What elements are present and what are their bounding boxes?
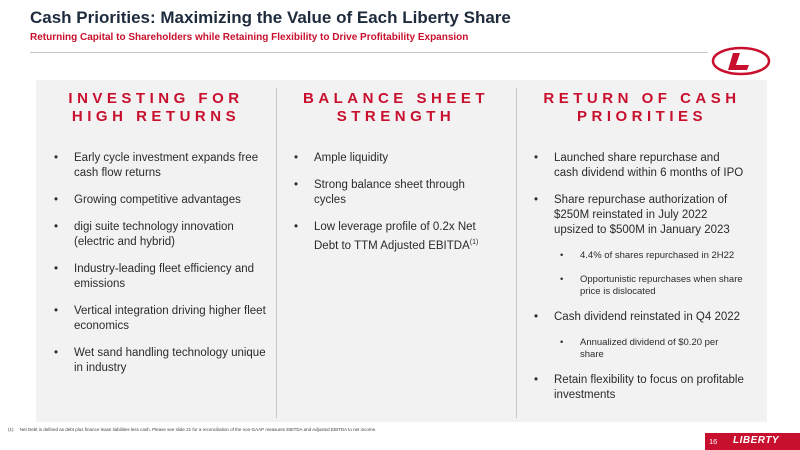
bullet-item: • Share repurchase authorization of $250M reinstated in July 2022 upsized to $500M in January 2023	[534, 193, 744, 238]
bullet-item: • Growing competitive advantages	[54, 193, 272, 208]
sub-bullet-item: • Annualized dividend of $0.20 per share	[534, 337, 744, 362]
bullet-list	[534, 151, 744, 403]
bullet-item: • Ample liquidity	[294, 151, 494, 166]
page-number: 16	[709, 437, 718, 446]
footnote-text: Net Debt is defined as debt plus finance lease liabilities less cash. Please see slide 21 for a reconciliation of the non-GAAP measures EBITDA and Adjusted EBITDA to net income.	[19, 427, 377, 432]
column-heading: BALANCE SHEET STRENGTH	[302, 90, 489, 125]
column-divider	[516, 88, 517, 418]
column-divider	[276, 88, 277, 418]
page-title: Cash Priorities: Maximizing the Value of Each Liberty Share	[30, 8, 511, 27]
column-balance-sheet	[280, 90, 512, 266]
bullet-list	[294, 151, 494, 254]
column-investing	[40, 90, 272, 388]
bullet-item: • Retain flexibility to focus on profitable investments	[534, 373, 744, 403]
page-subtitle: Returning Capital to Shareholders while Retaining Flexibility to Drive Profitability Expansion	[30, 32, 469, 43]
footnote-marker: (1)	[8, 427, 14, 432]
column-heading: INVESTING FOR HIGH RETURNS	[68, 90, 244, 125]
bullet-item: • Wet sand handling technology unique in industry	[54, 346, 272, 376]
bullet-item	[294, 220, 494, 254]
header-divider	[30, 52, 708, 53]
bullet-item: • Launched share repurchase and cash dividend within 6 months of IPO	[534, 151, 744, 181]
footnote-marker: (1)	[469, 239, 479, 246]
footer-bar	[705, 433, 800, 450]
bullet-item: • Early cycle investment expands free cash flow returns	[54, 151, 272, 181]
footnote	[8, 427, 376, 432]
column-return-of-cash	[520, 90, 764, 415]
bullet-item: • Strong balance sheet through cycles	[294, 178, 494, 208]
bullet-item: • Vertical integration driving higher fleet economics	[54, 304, 272, 334]
bullet-text: Low leverage profile of 0.2x Net Debt to TTM Adjusted EBITDA	[314, 221, 476, 252]
bullet-item: • Cash dividend reinstated in Q4 2022	[534, 310, 744, 325]
liberty-wordmark-logo: LIBERTY	[733, 435, 780, 446]
bullet-item: • digi suite technology innovation (electric and hybrid)	[54, 220, 272, 250]
sub-bullet-item: • 4.4% of shares repurchased in 2H22	[534, 250, 744, 263]
liberty-oval-logo-icon	[711, 46, 771, 76]
bullet-list	[54, 151, 272, 376]
column-heading: RETURN OF CASH PRIORITIES	[543, 90, 741, 125]
bullet-item: • Industry-leading fleet efficiency and emissions	[54, 262, 272, 292]
sub-bullet-item: • Opportunistic repurchases when share price is dislocated	[534, 274, 744, 299]
